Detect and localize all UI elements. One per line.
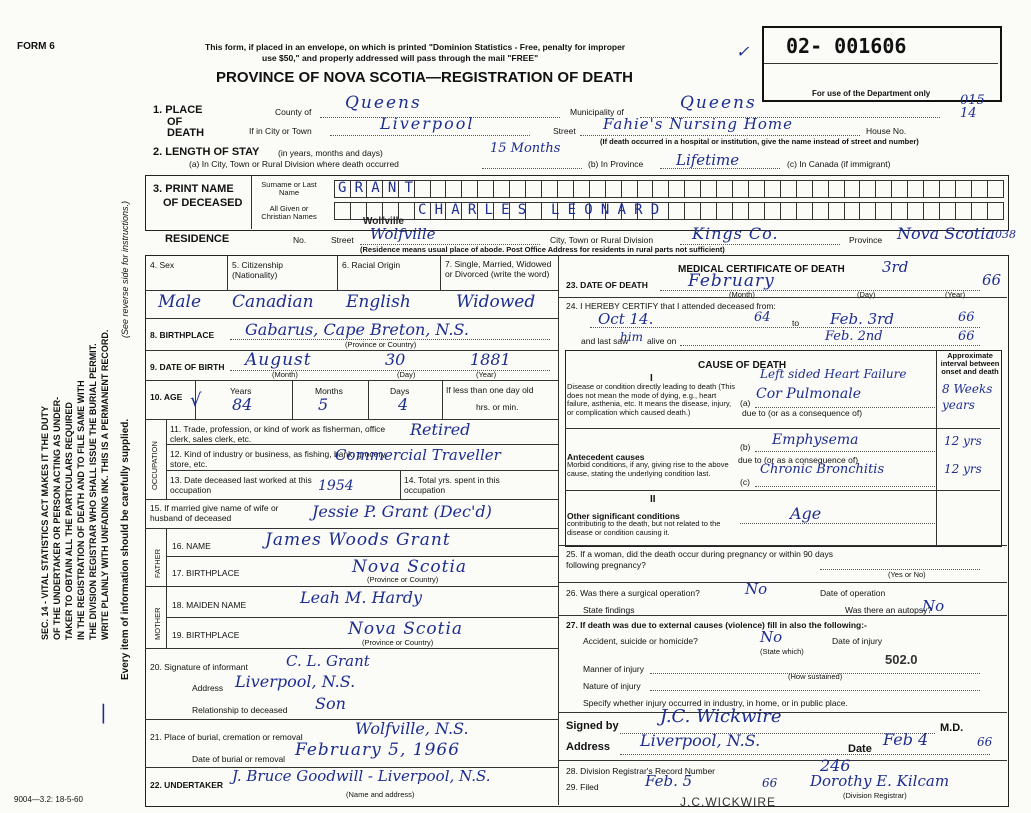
informant-label: 20. Signature of informant (150, 662, 248, 672)
age-tick: √ (190, 390, 202, 411)
res-no-label: No. (293, 235, 307, 245)
undertaker-sub: (Name and address) (346, 790, 415, 799)
check-mark: ✓ (736, 42, 750, 61)
length-c-label: (c) In Canada (if immigrant) (787, 159, 891, 169)
burial-date-value: February 5, 1966 (295, 740, 461, 760)
disease-lead-label: Disease or condition directly leading to death (This does not mean the mode of dying, e.g., heart failure, asthenia, etc. It means the disease, injury, or complication which caused death.) (567, 382, 736, 417)
op-date-label: Date of operation (820, 588, 886, 598)
registrar-sub: (Division Registrar) (843, 791, 907, 800)
mother-bp-label: 19. BIRTHPLACE (172, 630, 240, 640)
res-street-value: Wolfville (370, 225, 436, 243)
burial-place-value: Wolfville, N.S. (355, 719, 469, 738)
age-days-value: 4 (398, 395, 409, 414)
occupation-value: Retired (410, 420, 471, 439)
injury-date-label: Date of injury (832, 636, 883, 646)
informant-address-value: Liverpool, N.S. (235, 672, 356, 691)
footer-code: 9004—3.2: 18-5-60 (14, 795, 83, 804)
sex-value: Male (158, 292, 202, 312)
dod-year-value: 66 (982, 271, 1002, 289)
mail-note-1: This form, if placed in an envelope, on which is printed "Dominion Statistics - Free, penalty for improper (205, 42, 626, 52)
place-label-1: 1. PLACE (153, 104, 203, 116)
length-b-label: (b) In Province (588, 159, 644, 169)
mother-maiden-label: 18. MAIDEN NAME (172, 600, 247, 610)
nature-label: Nature of injury (583, 681, 641, 691)
occ-14-label: 14. Total yrs. spent in this occupation (404, 475, 500, 495)
father-name-label: 16. NAME (172, 541, 211, 551)
dod-day-value: 3rd (882, 258, 909, 276)
res-province-value: Nova Scotia (897, 224, 995, 243)
attend-to-year: 66 (958, 310, 975, 325)
dob-day-value: 30 (385, 350, 406, 369)
of-deceased-label: OF DECEASED (163, 197, 243, 209)
last-saw-label: and last saw (581, 336, 629, 346)
sign-address-value: Liverpool, N.S. (640, 731, 761, 750)
father-bp-sub: (Province or Country) (367, 575, 439, 584)
record-no-value: 246 (820, 756, 851, 775)
antecedent-note: Morbid conditions, if any, giving rise to the above cause, stating the underlying condition last. (567, 460, 729, 478)
mail-note-2: use $50," and properly addressed will pass through the mail "FREE" (262, 53, 539, 63)
spouse-value: Jessie P. Grant (Dec'd) (312, 502, 492, 521)
due-c-label: (c) (740, 477, 750, 487)
age-months-value: 5 (318, 395, 329, 414)
manner-code: 502.0 (885, 652, 918, 667)
side-legal-4: IN THE REGISTRATION OF DEATH AND TO FILE SAME WITH (76, 380, 86, 640)
hrs-min-label: hrs. or min. (476, 402, 519, 412)
autopsy-label: Was there an autopsy? (845, 605, 933, 615)
mother-vertical: MOTHER (153, 607, 162, 640)
street-label: Street (553, 126, 576, 136)
occ-12-label: 12. Kind of industry or business, as fishing, bank, grocery store, etc. (170, 449, 386, 469)
racial-value: English (346, 292, 411, 312)
length-label: 2. LENGTH OF STAY (153, 146, 260, 158)
months-label: Months (315, 386, 343, 396)
street-value: Fahie's Nursing Home (603, 115, 793, 133)
citizenship-value: Canadian (232, 292, 314, 312)
dob-label: 9. DATE OF BIRTH (150, 362, 225, 372)
filed-label: 29. Filed (566, 782, 599, 792)
side-legal-3: TAKER TO OBTAIN ALL THE PARTICULARS REQUIRED (64, 402, 74, 640)
days-label: Days (390, 386, 410, 396)
informant-address-label: Address (192, 683, 224, 693)
dod-label: 23. DATE OF DEATH (566, 280, 648, 290)
specify-label: Specify whether injury occurred in industry, in home, or in public place. (583, 698, 848, 708)
racial-label: 6. Racial Origin (342, 260, 401, 270)
record-no-label: 28. Division Registrar's Record Number (566, 766, 716, 776)
cause-a-interval: 8 Weeks (942, 382, 993, 396)
surname-value: GRANT (338, 180, 422, 196)
mother-bp-sub: (Province or Country) (362, 638, 434, 647)
roman-1: I (650, 373, 653, 384)
woman-label: 25. If a woman, did the death occur during pregnancy or within 90 days following pregnancy? (566, 549, 833, 570)
side-legal-1: SEC. 14 - VITAL STATISTICS ACT MAKES IT THE DUTY (40, 405, 50, 640)
dod-year-sub: (Year) (945, 290, 966, 299)
side-legal-2: OF THE UNDERTAKER OR PERSON ACTING AS UNDER- (52, 396, 62, 640)
stay-a-value: 15 Months (490, 141, 561, 156)
dob-day-sub: (Day) (397, 370, 416, 379)
autopsy-value: No (922, 597, 945, 615)
attend-from-year: 64 (754, 310, 771, 325)
due-a-label: (a) (740, 398, 751, 408)
surname-label: Surname or Last Name (261, 180, 317, 197)
yes-no-sub: (Yes or No) (888, 570, 926, 579)
given-label: All Given or Christian Names (261, 204, 317, 221)
length-paren: (in years, months and days) (278, 148, 383, 158)
hospital-note: (If death occurred in a hospital or institution, give the name instead of street and number) (600, 137, 919, 146)
spouse-label: 15. If married give name of wife or husband of deceased (150, 503, 279, 523)
less-day-label: If less than one day old (446, 385, 534, 395)
dept-code: 015 14 (960, 93, 985, 121)
antecedent-label: Antecedent causes (567, 452, 645, 462)
length-a-label: (a) In City, Town or Rural Division where death occurred (189, 159, 399, 169)
surgery-label: 26. Was there a surgical operation? (566, 588, 700, 598)
form-title: PROVINCE OF NOVA SCOTIA—REGISTRATION OF DEATH (216, 69, 633, 86)
cause-c-interval: 12 yrs (944, 462, 982, 476)
dob-month-value: August (245, 350, 312, 370)
birthplace-value: Gabarus, Cape Breton, N.S. (245, 320, 469, 339)
registration-number: 02- 001606 (786, 34, 907, 58)
accident-label: Accident, suicide or homicide? (583, 636, 698, 646)
stay-b-value: Lifetime (676, 151, 740, 169)
dod-month-sub: (Month) (729, 290, 755, 299)
burial-date-label: Date of burial or removal (192, 754, 286, 764)
surname-cells (334, 180, 1004, 198)
signed-by-label: Signed by (566, 720, 619, 732)
dob-year-sub: (Year) (476, 370, 497, 379)
external-label: 27. If death was due to external causes (violence) fill in also the following:- (566, 620, 867, 630)
manner-label: Manner of injury (583, 664, 644, 674)
registrar-value: Dorothy E. Kilcam (810, 772, 950, 790)
res-province-label: Province (849, 235, 883, 245)
other-sig-label: Other significant conditions (567, 511, 680, 521)
attend-from-value: Oct 14. (598, 310, 654, 328)
side-legal-6: WRITE PLAINLY WITH UNFADING INK. THIS IS A PERMANENT RECORD. (100, 329, 110, 640)
years-label: Years (230, 386, 252, 396)
father-vertical: FATHER (153, 548, 162, 578)
print-name-label: 3. PRINT NAME (153, 183, 234, 195)
res-street-typed: Wolfville (363, 216, 404, 227)
sign-date-label: Date (848, 743, 872, 755)
father-bp-label: 17. BIRTHPLACE (172, 568, 240, 578)
sign-address-label: Address (566, 741, 611, 753)
municipality-value: Queens (680, 93, 757, 113)
res-note: (Residence means usual place of abode. Post Office Address for residents in rural parts not sufficient) (360, 245, 725, 254)
birthplace-label: 8. BIRTHPLACE (150, 330, 215, 340)
occupation-vertical: OCCUPATION (150, 441, 159, 490)
attend-to-value: Feb. 3rd (830, 310, 894, 328)
cause-a-value: Cor Pulmonale (756, 386, 862, 402)
marital-label: 7. Single, Married, Widowed or Divorced (write the word) (445, 259, 552, 279)
due-b-label: (b) (740, 442, 751, 452)
burial-place-label: 21. Place of burial, cremation or removal (150, 732, 303, 742)
occ-11-label: 11. Trade, profession, or kind of work as fisherman, office clerk, sales clerk, etc. (170, 424, 386, 444)
stamp-name: J.C.WICKWIRE (680, 795, 776, 809)
signed-by-value: J.C. Wickwire (660, 706, 782, 727)
to-label: to (792, 318, 800, 328)
res-code: 038 (995, 228, 1016, 241)
side-reverse: (See reverse side for instructions.) (120, 200, 130, 338)
dod-day-sub: (Day) (857, 290, 876, 299)
house-no-label: House No. (866, 126, 907, 136)
relationship-value: Son (315, 694, 346, 713)
residence-label: RESIDENCE (165, 233, 230, 245)
cause-c-value: Chronic Bronchitis (760, 462, 885, 477)
occ-13-label: 13. Date deceased last worked at this occupation (170, 475, 312, 495)
last-saw-year: 66 (958, 329, 975, 344)
md-label: M.D. (940, 722, 964, 734)
filed-date-value: Feb. 5 (645, 772, 693, 790)
county-value: Queens (345, 93, 422, 113)
state-which-sub: (State which) (760, 647, 804, 656)
side-legal-5: THE DIVISION REGISTRAR WHO SHALL ISSUE THE BURIAL PERMIT. (88, 343, 98, 640)
cause-title: CAUSE OF DEATH (698, 360, 787, 371)
other-sig-note: contributing to the death, but not related to the disease or condition causing it. (567, 519, 721, 537)
due-to-label-2: due to (or as a consequence of) (738, 455, 859, 465)
roman-2: II (650, 494, 656, 505)
dob-month-sub: (Month) (272, 370, 298, 379)
res-city-value: Kings Co. (692, 224, 779, 243)
dod-month-value: February (688, 271, 775, 291)
birthplace-sub: (Province or Country) (345, 340, 417, 349)
accident-value: No (760, 628, 783, 646)
last-worked-value: 1954 (318, 478, 354, 494)
how-sustained-sub: (How sustained) (788, 672, 843, 681)
citizenship-label: 5. Citizenship (Nationality) (232, 260, 284, 280)
due-to-label-1: due to (or as a consequence of) (742, 408, 863, 418)
cause-b-interval: 12 yrs (944, 434, 982, 448)
undertaker-label: 22. UNDERTAKER (150, 780, 224, 790)
margin-mark: | (100, 700, 107, 724)
last-saw-who: him (620, 330, 643, 344)
med-cert-title: MEDICAL CERTIFICATE OF DEATH (678, 264, 845, 275)
age-label: 10. AGE (150, 392, 183, 402)
city-value: Liverpool (380, 114, 475, 133)
marital-value: Widowed (456, 292, 536, 312)
father-bp-value: Nova Scotia (352, 557, 468, 577)
county-label: County of (275, 107, 312, 117)
informant-value: C. L. Grant (286, 652, 370, 670)
alive-on-label: alive on (647, 336, 677, 346)
mother-maiden-value: Leah M. Hardy (300, 588, 422, 607)
state-findings-label: State findings (583, 605, 635, 615)
cause-b-value: Emphysema (772, 432, 859, 448)
res-city-label: City, Town or Rural Division (550, 235, 654, 245)
father-name-value: James Woods Grant (265, 530, 451, 550)
form-number: FORM 6 (17, 41, 55, 52)
place-label-death: DEATH (167, 127, 205, 139)
res-street-label: Street (331, 235, 354, 245)
sign-date-value: Feb 4 (883, 730, 929, 749)
filed-year-value: 66 (762, 776, 778, 790)
given-value: CHARLES LEONARD (418, 202, 668, 218)
dob-year-value: 1881 (470, 350, 511, 369)
city-label: If in City or Town (249, 126, 312, 136)
sign-year-value: 66 (977, 735, 993, 749)
approx-label: Approximate interval between onset and death (940, 351, 1000, 376)
cause-note: Left sided Heart Failure (760, 367, 907, 381)
dept-use-label: For use of the Department only (812, 89, 931, 98)
last-saw-date: Feb. 2nd (825, 329, 883, 344)
side-every: Every item of information should be carefully supplied. (120, 418, 131, 680)
sex-label: 4. Sex (150, 260, 175, 270)
certify-label: 24. I HEREBY CERTIFY that I attended deceased from: (566, 301, 776, 311)
municipality-label: Municipality of (570, 107, 624, 117)
relationship-label: Relationship to deceased (192, 705, 288, 715)
mother-bp-value: Nova Scotia (348, 619, 464, 639)
undertaker-value: J. Bruce Goodwill - Liverpool, N.S. (232, 767, 491, 785)
industry-value: Commercial Traveller (335, 446, 501, 464)
cause-a-interval-2: years (942, 398, 975, 412)
place-label-of: OF (167, 116, 183, 128)
other-cond-value: Age (790, 504, 822, 523)
surgery-value: No (745, 580, 768, 598)
age-years-value: 84 (232, 395, 253, 414)
